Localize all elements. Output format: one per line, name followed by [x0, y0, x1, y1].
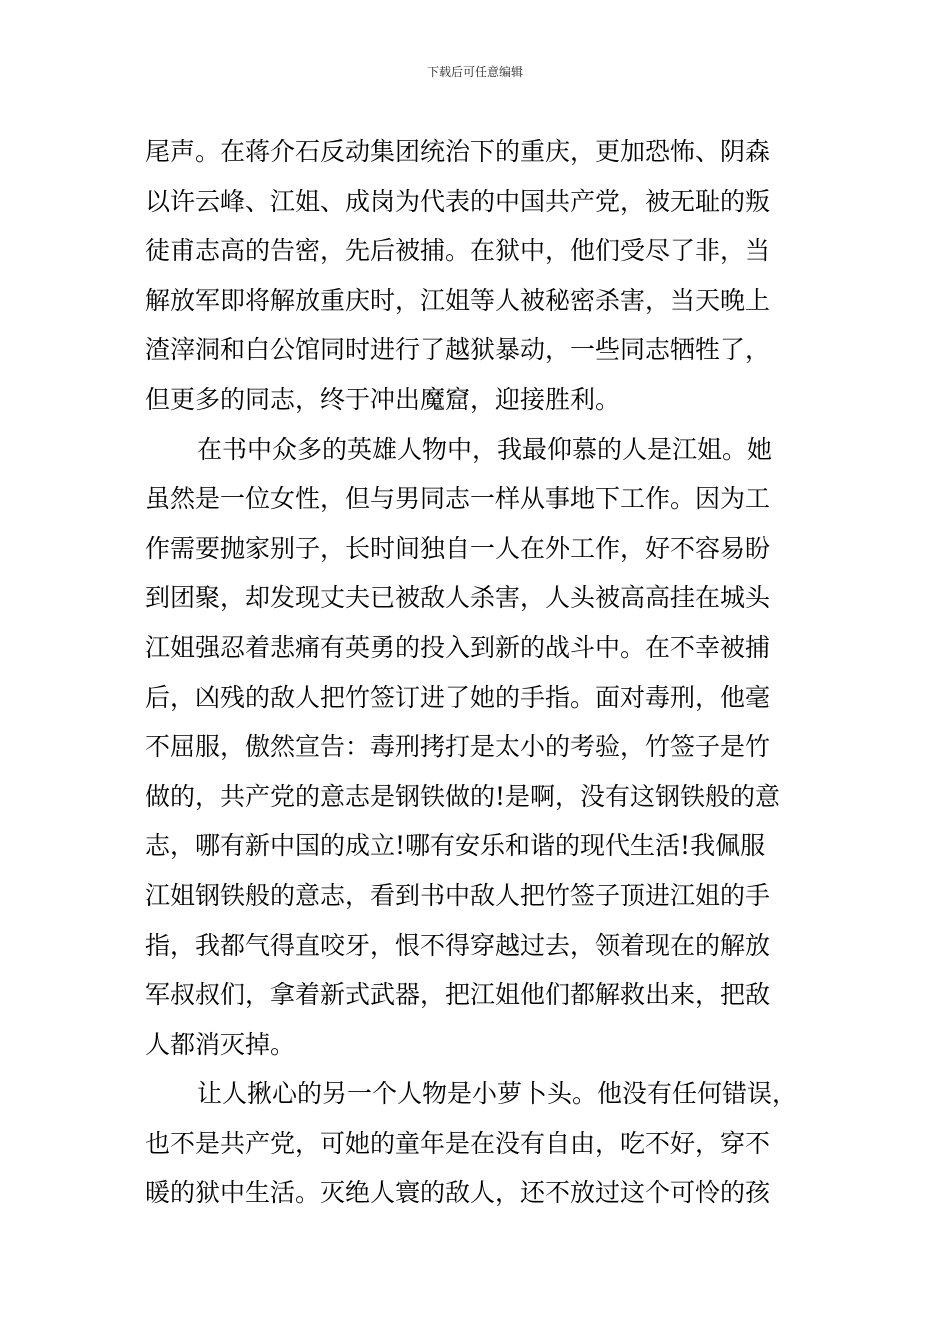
text-line: 后，凶残的敌人把竹签订进了她的手指。面对毒刑，他毫 [145, 682, 771, 712]
text-line: 作需要抛家别子，长时间独自一人在外工作，好不容易盼 [145, 533, 771, 563]
text-line: 暖的狱中生活。灭绝人寰的敌人，还不放过这个可怜的孩 [145, 1178, 771, 1208]
text-line: 人都消灭掉。 [145, 1029, 296, 1059]
document-body [145, 127, 810, 1218]
text-line: 江姐钢铁般的意志，看到书中敌人把竹签子顶进江姐的手 [145, 880, 771, 910]
text-line: 虽然是一位女性，但与男同志一样从事地下工作。因为工 [145, 484, 771, 514]
text-line: 但更多的同志，终于冲出魔窟，迎接胜利。 [145, 384, 621, 414]
text-line: 军叔叔们，拿着新式武器，把江姐他们都解救出来，把敌 [145, 980, 771, 1010]
text-line: 指，我都气得直咬牙，恨不得穿越过去，领着现在的解放 [145, 930, 771, 960]
text-line: 做的，共产党的意志是钢铁做的!是啊，没有这钢铁般的意 [145, 781, 781, 811]
text-line: 在书中众多的英雄人物中，我最仰慕的人是江姐。她 [197, 434, 773, 464]
text-line: 以许云峰、江姐、成岗为代表的中国共产党，被无耻的叛 [145, 186, 771, 216]
text-line: 尾声。在蒋介石反动集团统治下的重庆，更加恐怖、阴森 [145, 137, 771, 166]
text-line: 让人揪心的另一个人物是小萝卜头。他没有任何错误， [197, 1079, 798, 1109]
text-line: 渣滓洞和白公馆同时进行了越狱暴动，一些同志牺牲了， [145, 335, 771, 365]
text-line: 志，哪有新中国的成立!哪有安乐和谐的现代生活!我佩服 [145, 831, 766, 861]
text-line: 到团聚，却发现丈夫已被敌人杀害，人头被高高挂在城头 [145, 583, 771, 613]
text-line: 江姐强忍着悲痛有英勇的投入到新的战斗中。在不幸被捕 [145, 632, 771, 662]
header-note: 下载后可任意编辑 [426, 65, 523, 79]
text-line: 也不是共产党，可她的童年是在没有自由，吃不好，穿不 [145, 1128, 771, 1158]
text-line: 徒甫志高的告密，先后被捕。在狱中，他们受尽了非，当 [145, 236, 771, 266]
text-line: 不屈服，傲然宣告：毒刑拷打是太小的考验，竹签子是竹 [145, 732, 771, 762]
text-line: 解放军即将解放重庆时，江姐等人被秘密杀害，当天晚上 [145, 285, 771, 315]
